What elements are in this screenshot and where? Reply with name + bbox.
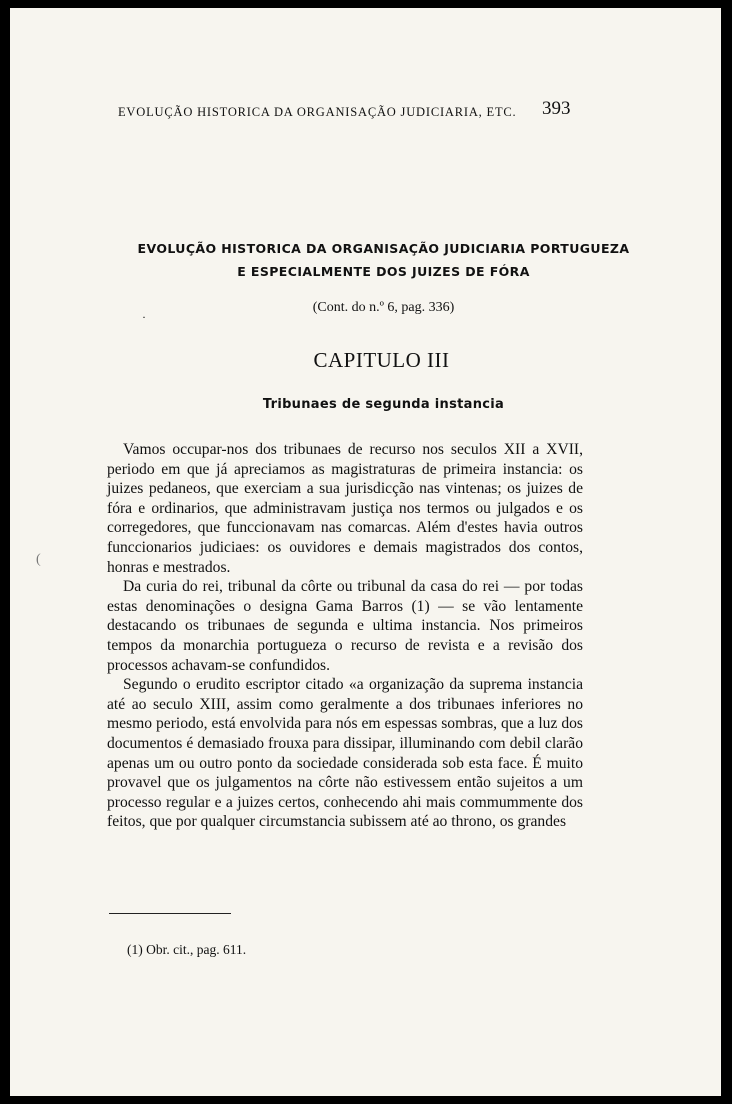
footnote-divider: [109, 913, 231, 914]
paragraph: Segundo o erudito escriptor citado «a organização da suprema instancia até ao seculo XIII, assim como geralmente a dos tribunaes inferiores no mesmo periodo, está envolvida para nós em espessas sombras, que a luz dos documentos é demasiado frouxa para dissipar, illuminando com debil clarão apenas um ou outro ponto da sociedade considerada sob esta face. É muito provavel que os julgamentos na côrte não estivessem então sujeitos a um processo regular e a juizes certos, conhecendo ahi mais commummente dos feitos, que por qualquer circumstancia subissem até ao throno, os grandes: [107, 676, 583, 831]
running-title: EVOLUÇÃO HISTORICA DA ORGANISAÇÃO JUDICIARIA, ETC.: [118, 105, 517, 119]
article-title-line-1: EVOLUÇÃO HISTORICA DA ORGANISAÇÃO JUDICIARIA PORTUGUEZA: [137, 241, 630, 256]
margin-dot: ·: [142, 310, 146, 324]
page-number: 393: [542, 98, 571, 119]
body-text: [107, 440, 583, 832]
section-subtitle: Tribunaes de segunda instancia: [262, 397, 505, 412]
chapter-heading: CAPITULO III: [313, 348, 450, 372]
paragraph: Da curia do rei, tribunal da côrte ou tribunal da casa do rei — por todas estas denominações o designa Gama Barros (1) — se vão lentamente destacando os tribunaes de segunda e ultima instancia. Nos primeiros tempos da monarchia portugueza o recurso de revista e a revisão dos processos achavam-se confundidos.: [107, 578, 583, 674]
footnote: (1) Obr. cit., pag. 611.: [127, 942, 247, 957]
article-title-line-2: E ESPECIALMENTE DOS JUIZES DE FÓRA: [237, 264, 530, 279]
book-page: [10, 8, 721, 1096]
margin-mark: (: [36, 552, 41, 567]
paragraph: Vamos occupar-nos dos tribunaes de recurso nos seculos XII a XVII, periodo em que já apreciamos as magistraturas de primeira instancia: os juizes pedaneos, que exerciam a sua jurisdicção nas vintenas; os juizes de fóra e ordinarios, que administravam justiça nos termos ou julgados e os corregedores, que funccionavam nas comarcas. Além d'estes havia outros funccionarios judiciaes: os ouvidores e demais magistrados dos contos, honras e mestrados.: [107, 441, 583, 576]
continuation-note: (Cont. do n.º 6, pag. 336): [312, 300, 455, 315]
